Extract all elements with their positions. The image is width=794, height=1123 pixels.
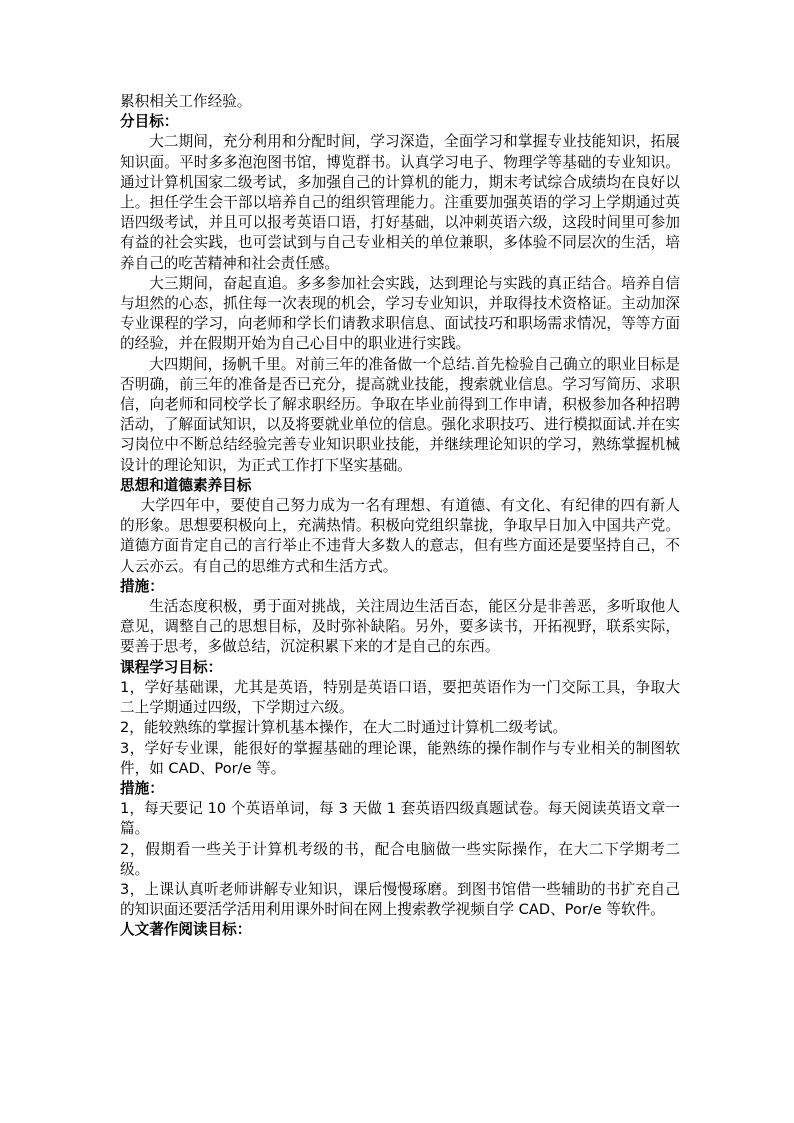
measures-item-2: 2，假期看一些关于计算机考级的书，配合电脑做一些实际操作，在大二下学期考二级。	[120, 840, 680, 878]
measures-heading-2: 措施：	[120, 779, 164, 797]
intro-paragraph: 累积相关工作经验。	[120, 93, 252, 110]
year2-paragraph: 大二期间，充分利用和分配时间，学习深造，全面学习和掌握专业技能知识，拓展知识面。平时多多泡泡图书馆，博览群书。认真学习电子、物理学等基础的专业知识。通过计算机国家二级考试，多加强自己的计算机的能力，期末考试综合成绩均在良好以上。担任学生会干部以培养自己的组织管理能力。注重要加强英语的学习上学期通过英语四级考试，并且可以报考英语口语，打好基础，以冲刺英语六级，这段时间里可参加有益的社会实践，也可尝试到与自己专业相关的单位兼职，多体验不同层次的生活，培养自己的吃苦精神和社会责任感。	[120, 133, 680, 272]
measures-heading-1: 措施：	[120, 577, 164, 595]
moral-goals-paragraph: 大学四年中，要使自己努力成为一名有理想、有道德、有文化、有纪律的四有新人的形象。思想要积极向上，充满热情。积极向党组织靠拢，争取早日加入中国共产党。道德方面肯定自己的言行举止不违背大多数人的意志，但有些方面还是要坚持自己，不人云亦云。有自己的思维方式和生活方式。	[120, 497, 680, 575]
moral-goals-heading: 思想和道德素养目标	[120, 476, 252, 494]
course-goal-item-2: 2，能较熟练的掌握计算机基本操作，在大二时通过计算机二级考试。	[120, 719, 568, 737]
reading-goals-heading: 人文著作阅读目标：	[120, 921, 252, 939]
measures-item-3: 3，上课认真听老师讲解专业知识，课后慢慢琢磨。到图书馆借一些辅助的书扩充自己的知识面还要活学活用利用课外时间在网上搜索教学视频自学 CAD、Por/e 等软件。	[120, 880, 680, 919]
course-goal-item-3: 3，学好专业课，能很好的掌握基础的理论课，能熟练的操作制作与专业相关的制图软件，如 CAD、Por/e 等。	[120, 739, 680, 777]
sub-goals-heading: 分目标：	[120, 113, 179, 131]
measures-paragraph-1: 生活态度积极，勇于面对挑战，关注周边生活百态，能区分是非善恶，多听取他人意见，调整自己的思想目标，及时弥补缺陷。另外，要多读书，开拓视野，联系实际，要善于思考，多做总结，沉淀积累下来的才是自己的东西。	[120, 598, 680, 656]
course-goals-heading: 课程学习目标：	[120, 658, 223, 676]
document-page	[120, 92, 680, 941]
course-goal-item-1: 1，学好基础课，尤其是英语，特别是英语口语，要把英语作为一门交际工具，争取大二上学期通过四级，下学期过六级。	[120, 678, 680, 717]
measures-item-1: 1，每天要记 10 个英语单词，每 3 天做 1 套英语四级真题试卷。每天阅读英语文章一篇。	[120, 800, 680, 838]
year3-paragraph: 大三期间，奋起直追。多多参加社会实践，达到理论与实践的真正结合。培养自信与坦然的心态，抓住每一次表现的机会，学习专业知识，并取得技术资格证。主动加深专业课程的学习，向老师和学长们请教求职信息、面试技巧和职场需求情况，等等方面的经验，并在假期开始为自己心目中的职业进行实践。	[120, 274, 680, 353]
year4-paragraph: 大四期间，扬帆千里。对前三年的准备做一个总结.首先检验自己确立的职业目标是否明确，前三年的准备是否已充分，提高就业技能，搜索就业信息。学习写简历、求职信，向老师和同校学长了解求职经历。争取在毕业前得到工作申请，积极参加各种招聘活动，了解面试知识，以及将要就业单位的信息。强化求职技巧、进行模拟面试.并在实习岗位中不断总结经验完善专业知识职业技能，并继续理论知识的学习，熟练掌握机械设计的理论知识，为正式工作打下坚实基础。	[120, 355, 680, 474]
